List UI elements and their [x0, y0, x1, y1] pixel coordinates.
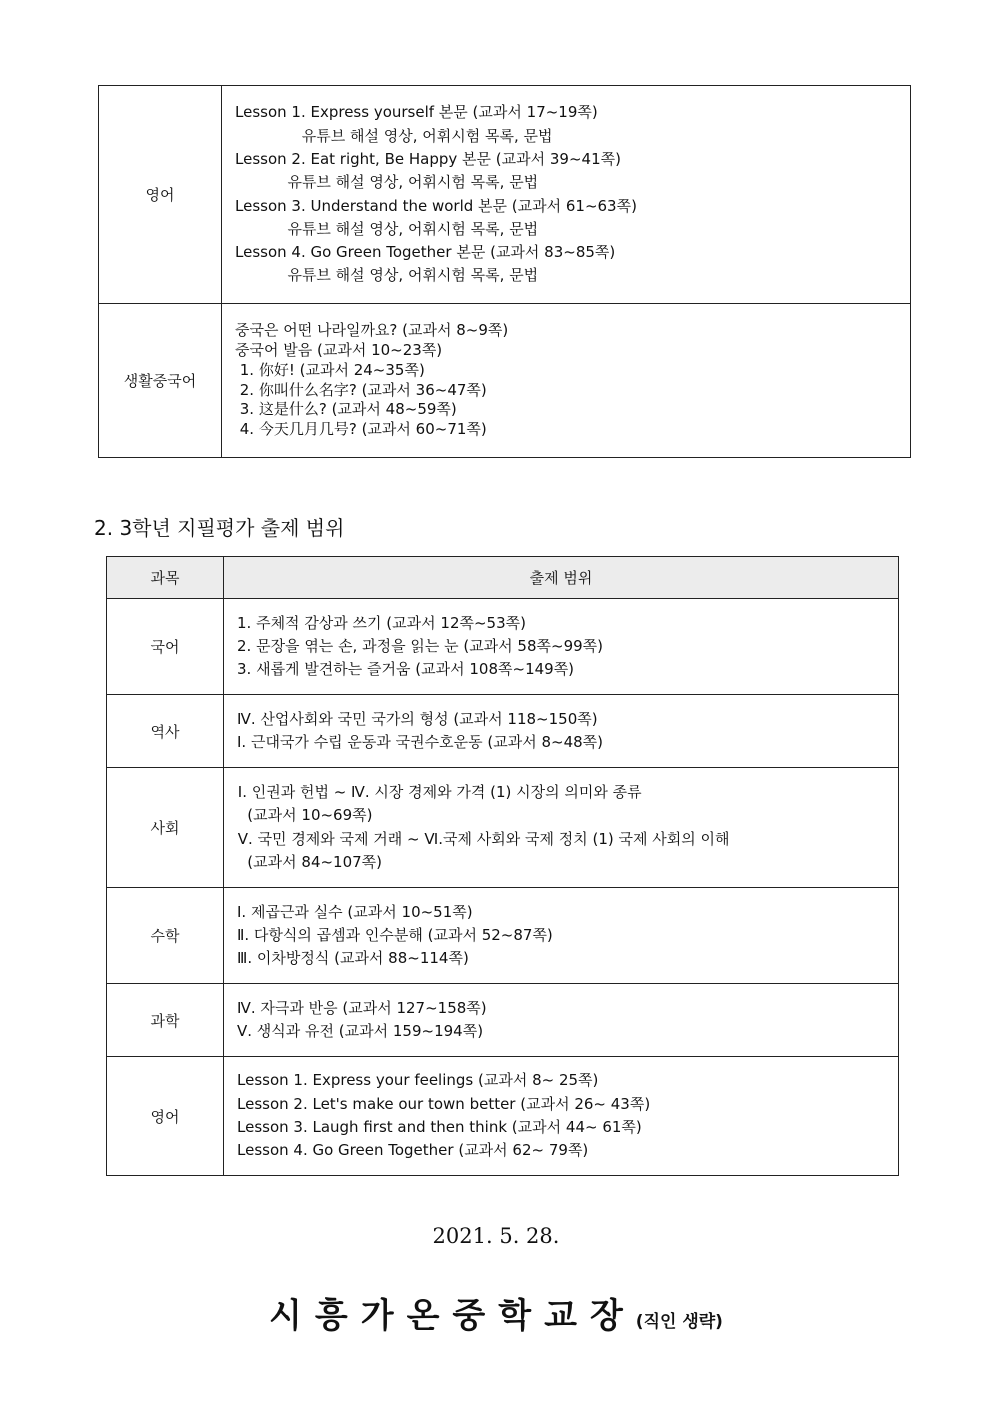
- range-cell: [222, 86, 911, 304]
- subject-cell: 수학: [107, 888, 224, 984]
- range-line: Ⅰ. 근대국가 수립 운동과 국권수호운동 (교과서 8~48쪽): [237, 733, 604, 751]
- range-line: (교과서 84~107쪽): [233, 852, 383, 871]
- range-line: 중국어 발음 (교과서 10~23쪽): [235, 340, 443, 359]
- range-line: 3. 새롭게 발견하는 즐거움 (교과서 108쪽~149쪽): [237, 660, 575, 679]
- table-row: [107, 599, 899, 695]
- range-line: Lesson 1. Express yourself 본문 (교과서 17~19쪽): [235, 103, 598, 122]
- exam-range-table-continued: [98, 85, 911, 458]
- range-line: Ⅲ. 이차방정식 (교과서 88~114쪽): [237, 949, 469, 968]
- range-line: Ⅴ. 생식과 유전 (교과서 159~194쪽): [237, 1022, 484, 1040]
- subject-cell: 사회: [107, 768, 224, 888]
- table-header-row: [107, 557, 899, 599]
- range-line: Ⅳ. 자극과 반응 (교과서 127~158쪽): [237, 998, 487, 1017]
- section-title: 2. 3학년 지필평가 출제 범위: [94, 516, 345, 540]
- subject-cell: 과학: [107, 984, 224, 1057]
- seal-omitted-note: (직인 생략): [635, 1312, 723, 1332]
- range-line: 유튜브 해설 영상, 어휘시험 목록, 문법: [235, 219, 539, 238]
- range-line: Ⅱ. 다항식의 곱셈과 인수분해 (교과서 52~87쪽): [237, 925, 553, 944]
- range-line: Ⅰ. 인권과 헌법 ~ Ⅳ. 시장 경제와 가격 (1) 시장의 의미와 종류: [233, 782, 642, 801]
- subject-cell: 영어: [99, 86, 222, 304]
- subject-cell: 영어: [107, 1057, 224, 1176]
- table-row: [107, 984, 899, 1057]
- range-cell: [224, 888, 899, 984]
- subject-cell: 역사: [107, 695, 224, 768]
- range-line: Ⅰ. 제곱근과 실수 (교과서 10~51쪽): [237, 902, 473, 921]
- range-line: 유튜브 해설 영상, 어휘시험 목록, 문법: [235, 173, 539, 192]
- range-line: 중국은 어떤 나라일까요? (교과서 8~9쪽): [235, 321, 509, 340]
- range-line: 1. 你好! (교과서 24~35쪽): [235, 360, 425, 379]
- range-line: 4. 今天几月几号? (교과서 60~71쪽): [235, 420, 487, 439]
- subject-cell: 국어: [107, 599, 224, 695]
- range-line: 2. 你叫什么名字? (교과서 36~47쪽): [235, 380, 487, 399]
- range-line: 2. 문장을 엮는 손, 과정을 읽는 눈 (교과서 58쪽~99쪽): [237, 636, 604, 655]
- header-subject: 과목: [107, 557, 224, 599]
- range-cell: [224, 768, 899, 888]
- table-row: [107, 695, 899, 768]
- header-range: 출제 범위: [224, 557, 899, 599]
- exam-range-table: [106, 556, 899, 1176]
- document-date: 2021. 5. 28.: [432, 1224, 560, 1248]
- range-cell: [224, 599, 899, 695]
- range-cell: [224, 984, 899, 1057]
- range-line: Lesson 4. Go Green Together (교과서 62~ 79쪽): [237, 1141, 589, 1160]
- range-line: Ⅳ. 산업사회와 국민 국가의 형성 (교과서 118~150쪽): [237, 709, 598, 728]
- range-line: 유튜브 해설 영상, 어휘시험 목록, 문법: [235, 126, 553, 145]
- range-line: Lesson 4. Go Green Together 본문 (교과서 83~85쪽): [235, 243, 616, 262]
- range-line: (교과서 10~69쪽): [233, 806, 373, 825]
- range-cell: [224, 695, 899, 768]
- range-line: Lesson 3. Laugh first and then think (교과서 44~ 61쪽): [237, 1118, 642, 1136]
- range-line: 3. 这是什么? (교과서 48~59쪽): [235, 400, 457, 419]
- table-row: [99, 86, 911, 304]
- range-line: Lesson 1. Express your feelings (교과서 8~ 25쪽): [237, 1071, 599, 1090]
- range-cell: [224, 1057, 899, 1176]
- range-line: 1. 주체적 감상과 쓰기 (교과서 12쪽~53쪽): [237, 613, 526, 632]
- table-row: [107, 768, 899, 888]
- subject-cell: 생활중국어: [99, 304, 222, 458]
- range-line: 유튜브 해설 영상, 어휘시험 목록, 문법: [235, 266, 539, 285]
- range-line: Lesson 2. Eat right, Be Happy 본문 (교과서 39~41쪽): [235, 149, 621, 168]
- range-line: Lesson 3. Understand the world 본문 (교과서 61~63쪽): [235, 196, 637, 215]
- school-principal-name: 시흥가온중학교장: [269, 1296, 636, 1336]
- table-row: [99, 304, 911, 458]
- table-row: [107, 1057, 899, 1176]
- range-line: Ⅴ. 국민 경제와 국제 거래 ~ Ⅵ.국제 사회와 국제 정치 (1) 국제 사회의 이해: [233, 829, 730, 848]
- range-line: Lesson 2. Let's make our town better (교과서 26~ 43쪽): [237, 1094, 651, 1113]
- signature-block: [0, 1288, 992, 1337]
- range-cell: [222, 304, 911, 458]
- table-row: [107, 888, 899, 984]
